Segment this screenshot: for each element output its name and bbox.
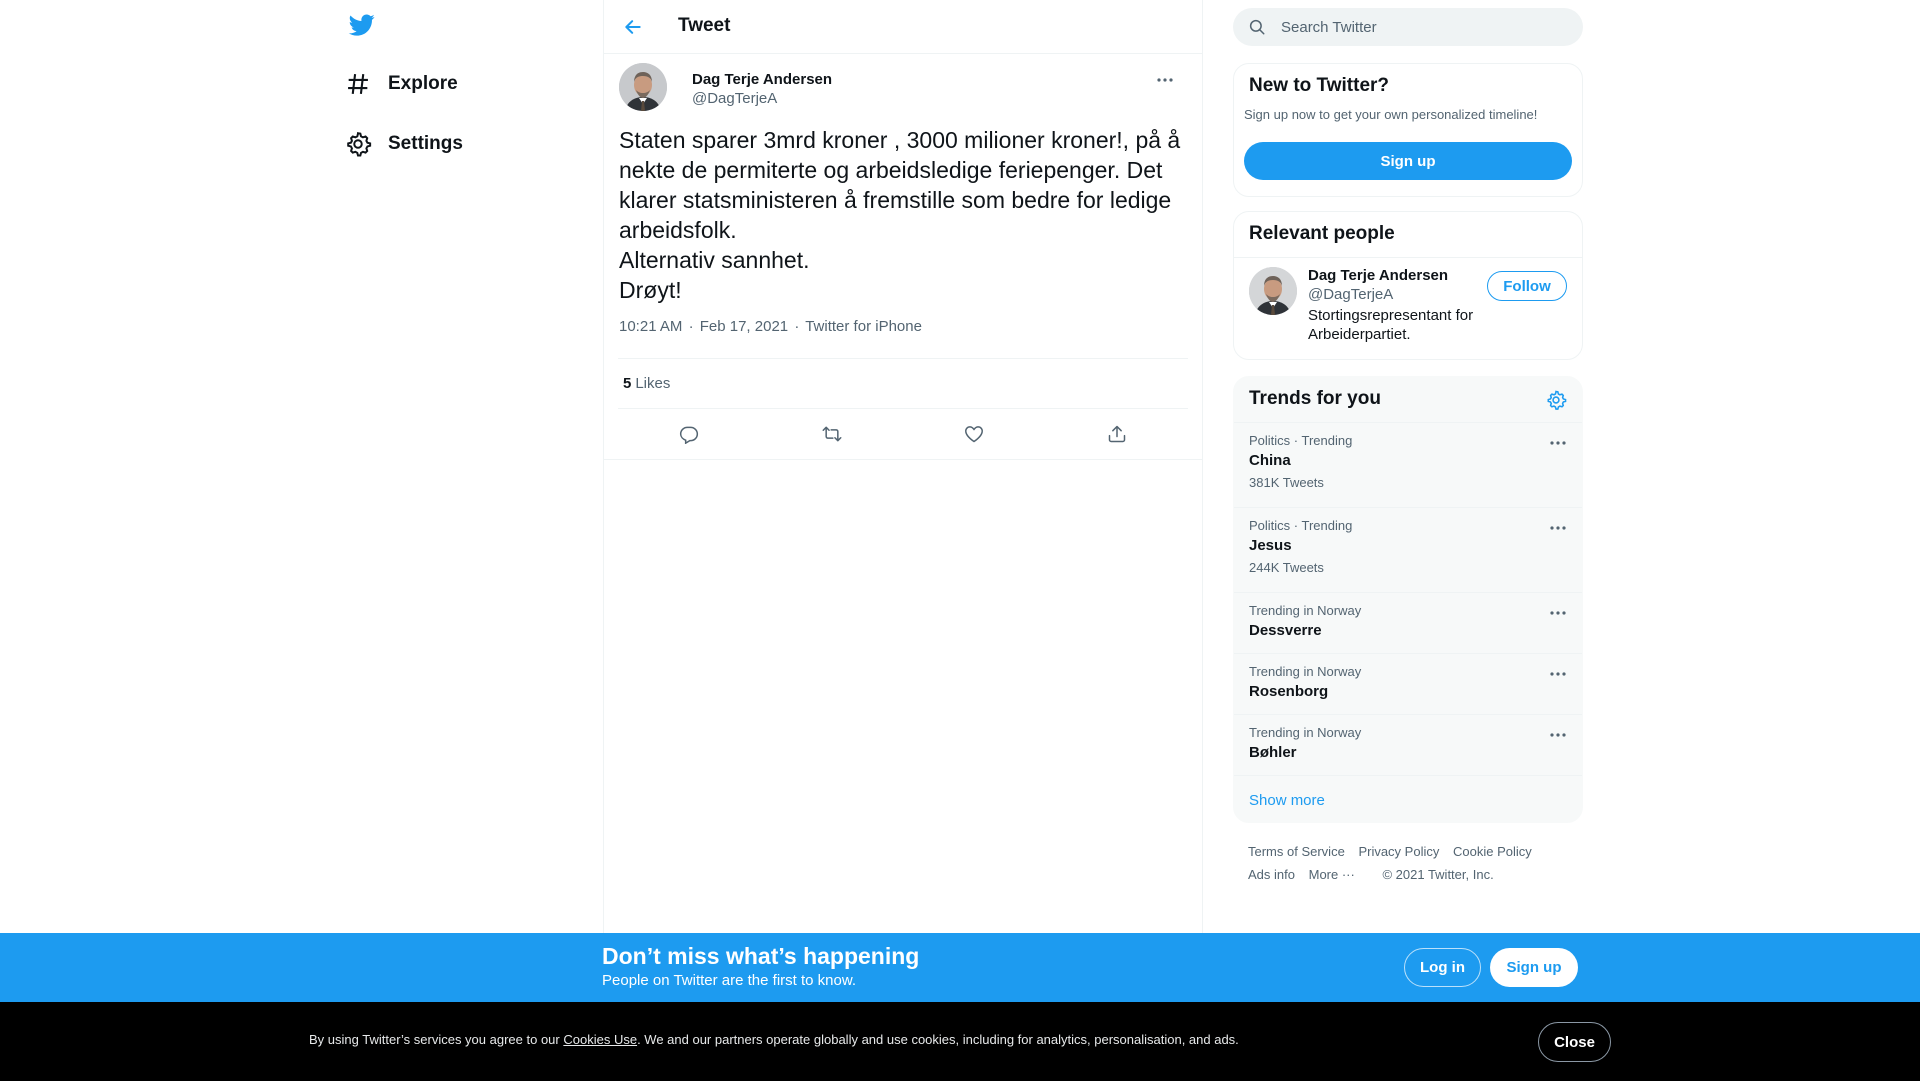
card-title: Trends for you — [1249, 388, 1381, 409]
cookies-use-link[interactable]: Cookies Use — [563, 1032, 638, 1047]
more-icon — [1550, 672, 1566, 676]
retweet-icon — [821, 424, 843, 444]
cookie-close-button[interactable]: Close — [1538, 1022, 1611, 1062]
new-to-twitter-card — [1233, 63, 1583, 197]
banner-sign-up-button[interactable]: Sign up — [1490, 948, 1578, 987]
main-column — [603, 0, 1203, 933]
nav-item-settings[interactable] — [344, 124, 463, 164]
more-icon — [1550, 611, 1566, 615]
trend-item[interactable] — [1234, 715, 1582, 776]
trends-card — [1233, 376, 1583, 823]
avatar[interactable] — [619, 63, 667, 111]
footer-link-terms[interactable]: Terms of Service — [1248, 844, 1345, 859]
relevant-people-card — [1233, 211, 1583, 360]
trend-context: Trending in Norway — [1249, 603, 1362, 618]
retweet-button[interactable] — [815, 417, 849, 451]
trend-count: 244K Tweets — [1249, 560, 1324, 575]
trend-more-button[interactable] — [1546, 603, 1570, 623]
gear-icon[interactable] — [1545, 389, 1567, 411]
tweet-time[interactable]: 10:21 AM — [619, 318, 683, 335]
meta-separator: · — [794, 318, 800, 335]
back-button[interactable] — [618, 12, 648, 42]
trend-context: Politics · Trending — [1249, 433, 1353, 448]
like-icon — [964, 424, 984, 444]
twitter-bird-icon[interactable] — [347, 12, 381, 42]
trend-count: 381K Tweets — [1249, 475, 1324, 490]
trend-more-button[interactable] — [1546, 664, 1570, 684]
tweet-actions — [618, 409, 1188, 459]
trend-name: China — [1249, 452, 1291, 469]
search-icon — [1248, 18, 1266, 36]
reply-button[interactable] — [672, 417, 706, 451]
sign-up-button[interactable]: Sign up — [1244, 142, 1572, 180]
more-icon — [1550, 441, 1566, 445]
cookie-banner — [0, 1002, 1920, 1081]
person-name[interactable]: Dag Terje Andersen — [1308, 267, 1449, 284]
trend-more-button[interactable] — [1546, 433, 1570, 453]
banner-title: Don’t miss what’s happening — [602, 943, 920, 969]
person-item[interactable] — [1234, 258, 1582, 360]
more-icon — [1550, 733, 1566, 737]
author-name[interactable]: Dag Terje Andersen — [692, 71, 833, 88]
meta-separator: · — [688, 318, 694, 335]
cookie-text — [309, 1032, 1239, 1047]
likes-count: 5 — [623, 375, 632, 392]
tweet-author — [618, 63, 1188, 119]
hashtag-icon — [344, 70, 372, 98]
footer-link-cookies[interactable]: Cookie Policy — [1452, 844, 1532, 859]
search-bar[interactable] — [1233, 8, 1583, 46]
cookie-text-after: . We and our partners operate globally and use cookies, including for analytics, personalisation, and ads. — [637, 1032, 1239, 1047]
nav-item-explore[interactable] — [344, 64, 458, 104]
trend-more-button[interactable] — [1546, 518, 1570, 538]
footer-link-ads-info[interactable]: Ads info — [1248, 867, 1295, 882]
more-icon — [1156, 77, 1174, 83]
cookie-text-before: By using Twitter’s services you agree to our — [309, 1032, 564, 1047]
page-title: Tweet — [678, 15, 731, 36]
like-button[interactable] — [957, 417, 991, 451]
card-header — [1234, 377, 1582, 423]
likes-label: Likes — [635, 375, 671, 392]
tweet-source[interactable]: Twitter for iPhone — [805, 318, 922, 335]
card-title: Relevant people — [1249, 223, 1395, 244]
trend-item[interactable] — [1234, 423, 1582, 508]
trend-context: Trending in Norway — [1249, 664, 1362, 679]
log-in-button[interactable]: Log in — [1404, 948, 1481, 987]
trend-name: Rosenborg — [1249, 683, 1329, 700]
nav-label-explore: Explore — [388, 73, 458, 94]
share-icon — [1107, 424, 1127, 444]
tweet-date[interactable]: Feb 17, 2021 — [699, 318, 789, 335]
share-button[interactable] — [1100, 417, 1134, 451]
show-more-link[interactable]: Show more — [1249, 791, 1325, 809]
footer-link-privacy[interactable]: Privacy Policy — [1358, 844, 1440, 859]
person-handle[interactable]: @DagTerjeA — [1308, 286, 1394, 303]
trend-item[interactable] — [1234, 508, 1582, 593]
likes-row[interactable] — [618, 359, 1188, 409]
trend-name: Jesus — [1249, 537, 1292, 554]
footer-link-more[interactable]: More ··· — [1308, 867, 1355, 882]
card-header — [1234, 212, 1582, 258]
trend-item[interactable] — [1234, 593, 1582, 654]
footer-links — [1248, 840, 1578, 886]
trend-name: Dessverre — [1249, 622, 1322, 639]
card-title: New to Twitter? — [1249, 75, 1390, 96]
trend-context: Politics · Trending — [1249, 518, 1353, 533]
nav-label-settings: Settings — [388, 133, 463, 154]
author-handle[interactable]: @DagTerjeA — [692, 90, 778, 107]
copyright: © 2021 Twitter, Inc. — [1382, 867, 1494, 882]
divider — [604, 459, 1202, 460]
tweet-text: Staten sparer 3mrd kroner , 3000 milioner kroner!, på å nekte de permiterte og arbeidsledige feriepenger. Det klarer statsministeren å fremstille som bedre for ledige arbeidsfolk. Alternativ sannhet. Drøyt! — [619, 127, 1181, 303]
banner-subtitle: People on Twitter are the first to know. — [602, 972, 857, 989]
trend-item[interactable] — [1234, 654, 1582, 715]
card-subtitle: Sign up now to get your own personalized timeline! — [1244, 107, 1538, 122]
arrow-left-icon — [623, 17, 643, 37]
tweet-more-button[interactable] — [1154, 69, 1176, 91]
search-input[interactable] — [1281, 19, 1551, 36]
person-bio: Stortingsrepresentant for Arbeiderpartiet. — [1308, 307, 1474, 343]
gear-icon — [344, 130, 372, 158]
trend-more-button[interactable] — [1546, 725, 1570, 745]
more-icon — [1550, 526, 1566, 530]
main-header — [604, 0, 1202, 54]
reply-icon — [679, 424, 699, 444]
signup-banner — [0, 933, 1920, 1002]
trend-name: Bøhler — [1249, 744, 1297, 761]
follow-button[interactable]: Follow — [1487, 271, 1567, 301]
tweet — [604, 63, 1202, 460]
avatar[interactable] — [1249, 267, 1297, 315]
trend-context: Trending in Norway — [1249, 725, 1362, 740]
tweet-meta — [618, 317, 1188, 359]
